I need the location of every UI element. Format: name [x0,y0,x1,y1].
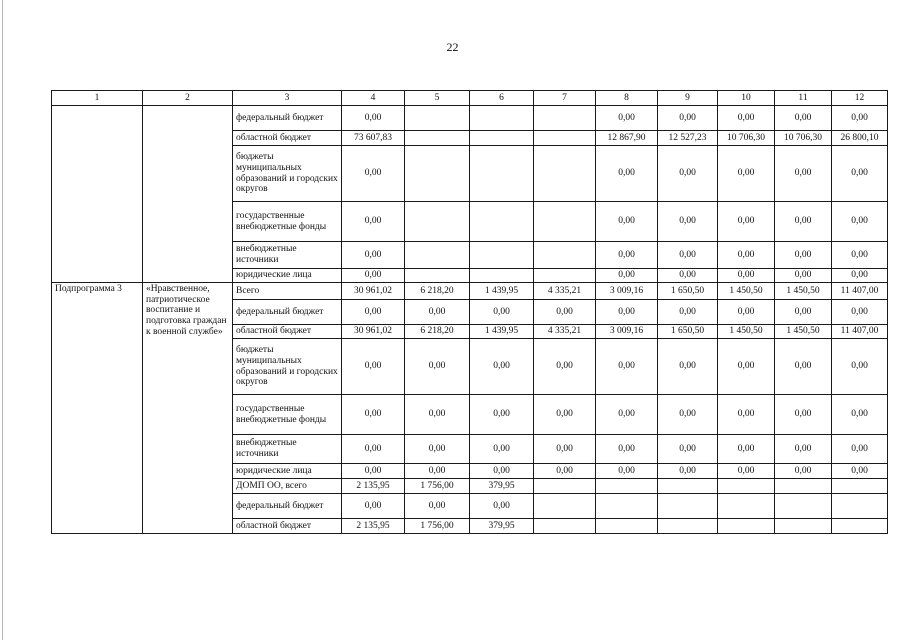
amount-cell: 1 650,50 [658,325,718,339]
amount-cell: 0,00 [342,435,405,464]
amount-cell: 0,00 [342,339,405,395]
amount-cell [718,519,775,534]
amount-cell [775,494,832,519]
amount-cell: 0,00 [718,395,775,435]
column-header: 4 [342,91,405,106]
funding-source: государственные внебюджетные фонды [233,395,342,435]
funding-source: бюджеты муниципальных образований и городских округов [233,146,342,202]
amount-cell: 0,00 [534,300,596,325]
amount-cell [775,479,832,494]
amount-cell: 0,00 [718,339,775,395]
amount-cell: 2 135,95 [342,479,405,494]
amount-cell [832,494,888,519]
amount-cell: 0,00 [470,464,534,479]
amount-cell [405,131,470,146]
amount-cell: 1 650,50 [658,283,718,300]
amount-cell [534,131,596,146]
amount-cell [405,106,470,131]
amount-cell: 0,00 [832,395,888,435]
column-header: 12 [832,91,888,106]
funding-source: внебюджетные источники [233,435,342,464]
amount-cell: 0,00 [596,146,658,202]
amount-cell [534,479,596,494]
program-code-cell [52,106,143,283]
amount-cell: 0,00 [342,269,405,283]
amount-cell [405,202,470,242]
amount-cell: 1 756,00 [405,519,470,534]
amount-cell: 1 439,95 [470,325,534,339]
amount-cell: 0,00 [718,242,775,269]
amount-cell: 0,00 [342,106,405,131]
amount-cell: 10 706,30 [718,131,775,146]
funding-source: федеральный бюджет [233,494,342,519]
funding-source: областной бюджет [233,325,342,339]
amount-cell: 0,00 [470,435,534,464]
amount-cell [470,242,534,269]
amount-cell [534,106,596,131]
amount-cell: 0,00 [342,300,405,325]
amount-cell: 379,95 [470,519,534,534]
amount-cell: 0,00 [775,269,832,283]
amount-cell: 0,00 [832,300,888,325]
amount-cell: 0,00 [832,242,888,269]
amount-cell: 0,00 [718,202,775,242]
funding-source: бюджеты муниципальных образований и городских округов [233,339,342,395]
amount-cell: 0,00 [718,435,775,464]
column-header: 2 [143,91,233,106]
amount-cell: 26 800,10 [832,131,888,146]
amount-cell: 0,00 [775,464,832,479]
amount-cell [596,494,658,519]
amount-cell [534,519,596,534]
amount-cell [775,519,832,534]
amount-cell: 0,00 [470,395,534,435]
amount-cell [470,106,534,131]
column-header: 7 [534,91,596,106]
amount-cell: 0,00 [775,202,832,242]
amount-cell: 0,00 [596,269,658,283]
amount-cell: 0,00 [534,464,596,479]
amount-cell: 0,00 [658,339,718,395]
amount-cell [658,519,718,534]
amount-cell: 1 450,50 [718,325,775,339]
column-header: 3 [233,91,342,106]
funding-source: областной бюджет [233,519,342,534]
column-header: 6 [470,91,534,106]
column-header: 9 [658,91,718,106]
amount-cell [534,494,596,519]
amount-cell: 0,00 [658,435,718,464]
amount-cell: 0,00 [832,269,888,283]
amount-cell: 3 009,16 [596,283,658,300]
amount-cell: 0,00 [775,242,832,269]
amount-cell: 0,00 [342,242,405,269]
amount-cell: 11 407,00 [832,325,888,339]
amount-cell: 6 218,20 [405,325,470,339]
amount-cell: 0,00 [342,146,405,202]
amount-cell [658,479,718,494]
amount-cell: 0,00 [658,106,718,131]
column-header: 8 [596,91,658,106]
amount-cell: 0,00 [658,464,718,479]
amount-cell: 0,00 [405,494,470,519]
amount-cell: 1 450,50 [775,283,832,300]
amount-cell: 0,00 [658,202,718,242]
amount-cell: 12 867,90 [596,131,658,146]
funding-source: ДОМП ОО, всего [233,479,342,494]
amount-cell: 0,00 [534,435,596,464]
amount-cell: 0,00 [832,146,888,202]
amount-cell: 0,00 [596,242,658,269]
amount-cell [832,479,888,494]
amount-cell: 11 407,00 [832,283,888,300]
funding-source: государственные внебюджетные фонды [233,202,342,242]
column-header: 10 [718,91,775,106]
amount-cell: 4 335,21 [534,283,596,300]
amount-cell: 0,00 [534,395,596,435]
amount-cell: 0,00 [718,269,775,283]
amount-cell: 0,00 [775,146,832,202]
amount-cell: 1 756,00 [405,479,470,494]
amount-cell: 0,00 [342,202,405,242]
amount-cell: 3 009,16 [596,325,658,339]
amount-cell: 2 135,95 [342,519,405,534]
amount-cell: 0,00 [596,339,658,395]
amount-cell: 10 706,30 [775,131,832,146]
subprogram-code: Подпрограмма 3 [52,283,143,534]
budget-table [51,90,888,534]
amount-cell: 0,00 [775,435,832,464]
funding-source: федеральный бюджет [233,106,342,131]
funding-source: юридические лица [233,464,342,479]
amount-cell: 0,00 [596,106,658,131]
amount-cell: 0,00 [534,339,596,395]
amount-cell: 0,00 [832,339,888,395]
amount-cell: 6 218,20 [405,283,470,300]
table-row [52,283,888,300]
amount-cell: 0,00 [832,202,888,242]
amount-cell [596,519,658,534]
amount-cell: 0,00 [596,435,658,464]
amount-cell: 30 961,02 [342,283,405,300]
amount-cell: 0,00 [405,339,470,395]
amount-cell [832,519,888,534]
amount-cell [405,146,470,202]
funding-source: федеральный бюджет [233,300,342,325]
amount-cell: 0,00 [405,395,470,435]
funding-source: областной бюджет [233,131,342,146]
amount-cell: 0,00 [775,106,832,131]
scan-edge-line [2,0,3,640]
amount-cell: 0,00 [596,395,658,435]
header-row [52,91,888,106]
amount-cell: 0,00 [775,300,832,325]
amount-cell [718,479,775,494]
table-row [52,106,888,131]
amount-cell: 1 450,50 [775,325,832,339]
amount-cell: 1 450,50 [718,283,775,300]
amount-cell: 0,00 [718,146,775,202]
column-header: 11 [775,91,832,106]
amount-cell [405,269,470,283]
amount-cell: 12 527,23 [658,131,718,146]
funding-source: внебюджетные источники [233,242,342,269]
funding-source: юридические лица [233,269,342,283]
funding-source: Всего [233,283,342,300]
amount-cell: 0,00 [718,300,775,325]
amount-cell: 0,00 [658,242,718,269]
amount-cell: 0,00 [342,395,405,435]
amount-cell [658,494,718,519]
amount-cell: 0,00 [832,464,888,479]
subprogram-name: «Нравственное, патриотическое воспитание и подготовка граждан к военной службе» [143,283,233,534]
amount-cell: 30 961,02 [342,325,405,339]
amount-cell: 0,00 [658,146,718,202]
amount-cell [470,146,534,202]
amount-cell: 0,00 [718,464,775,479]
amount-cell: 0,00 [832,435,888,464]
amount-cell [405,242,470,269]
amount-cell: 0,00 [470,494,534,519]
program-name-cell [143,106,233,283]
amount-cell: 0,00 [405,435,470,464]
amount-cell [718,494,775,519]
amount-cell [534,146,596,202]
amount-cell: 0,00 [405,464,470,479]
amount-cell: 4 335,21 [534,325,596,339]
page-number: 22 [446,40,459,54]
amount-cell: 0,00 [405,300,470,325]
amount-cell [470,202,534,242]
amount-cell: 1 439,95 [470,283,534,300]
amount-cell: 0,00 [342,464,405,479]
amount-cell: 0,00 [658,269,718,283]
amount-cell: 0,00 [658,300,718,325]
amount-cell: 0,00 [596,464,658,479]
amount-cell: 0,00 [658,395,718,435]
amount-cell: 0,00 [775,339,832,395]
amount-cell: 0,00 [832,106,888,131]
amount-cell [534,269,596,283]
amount-cell [534,242,596,269]
column-header: 5 [405,91,470,106]
column-header: 1 [52,91,143,106]
amount-cell: 73 607,83 [342,131,405,146]
amount-cell: 0,00 [718,106,775,131]
amount-cell: 0,00 [775,395,832,435]
amount-cell: 0,00 [470,339,534,395]
amount-cell [470,131,534,146]
amount-cell: 0,00 [342,494,405,519]
amount-cell [596,479,658,494]
amount-cell: 0,00 [470,300,534,325]
amount-cell: 0,00 [596,300,658,325]
amount-cell: 379,95 [470,479,534,494]
amount-cell [534,202,596,242]
amount-cell [470,269,534,283]
amount-cell: 0,00 [596,202,658,242]
